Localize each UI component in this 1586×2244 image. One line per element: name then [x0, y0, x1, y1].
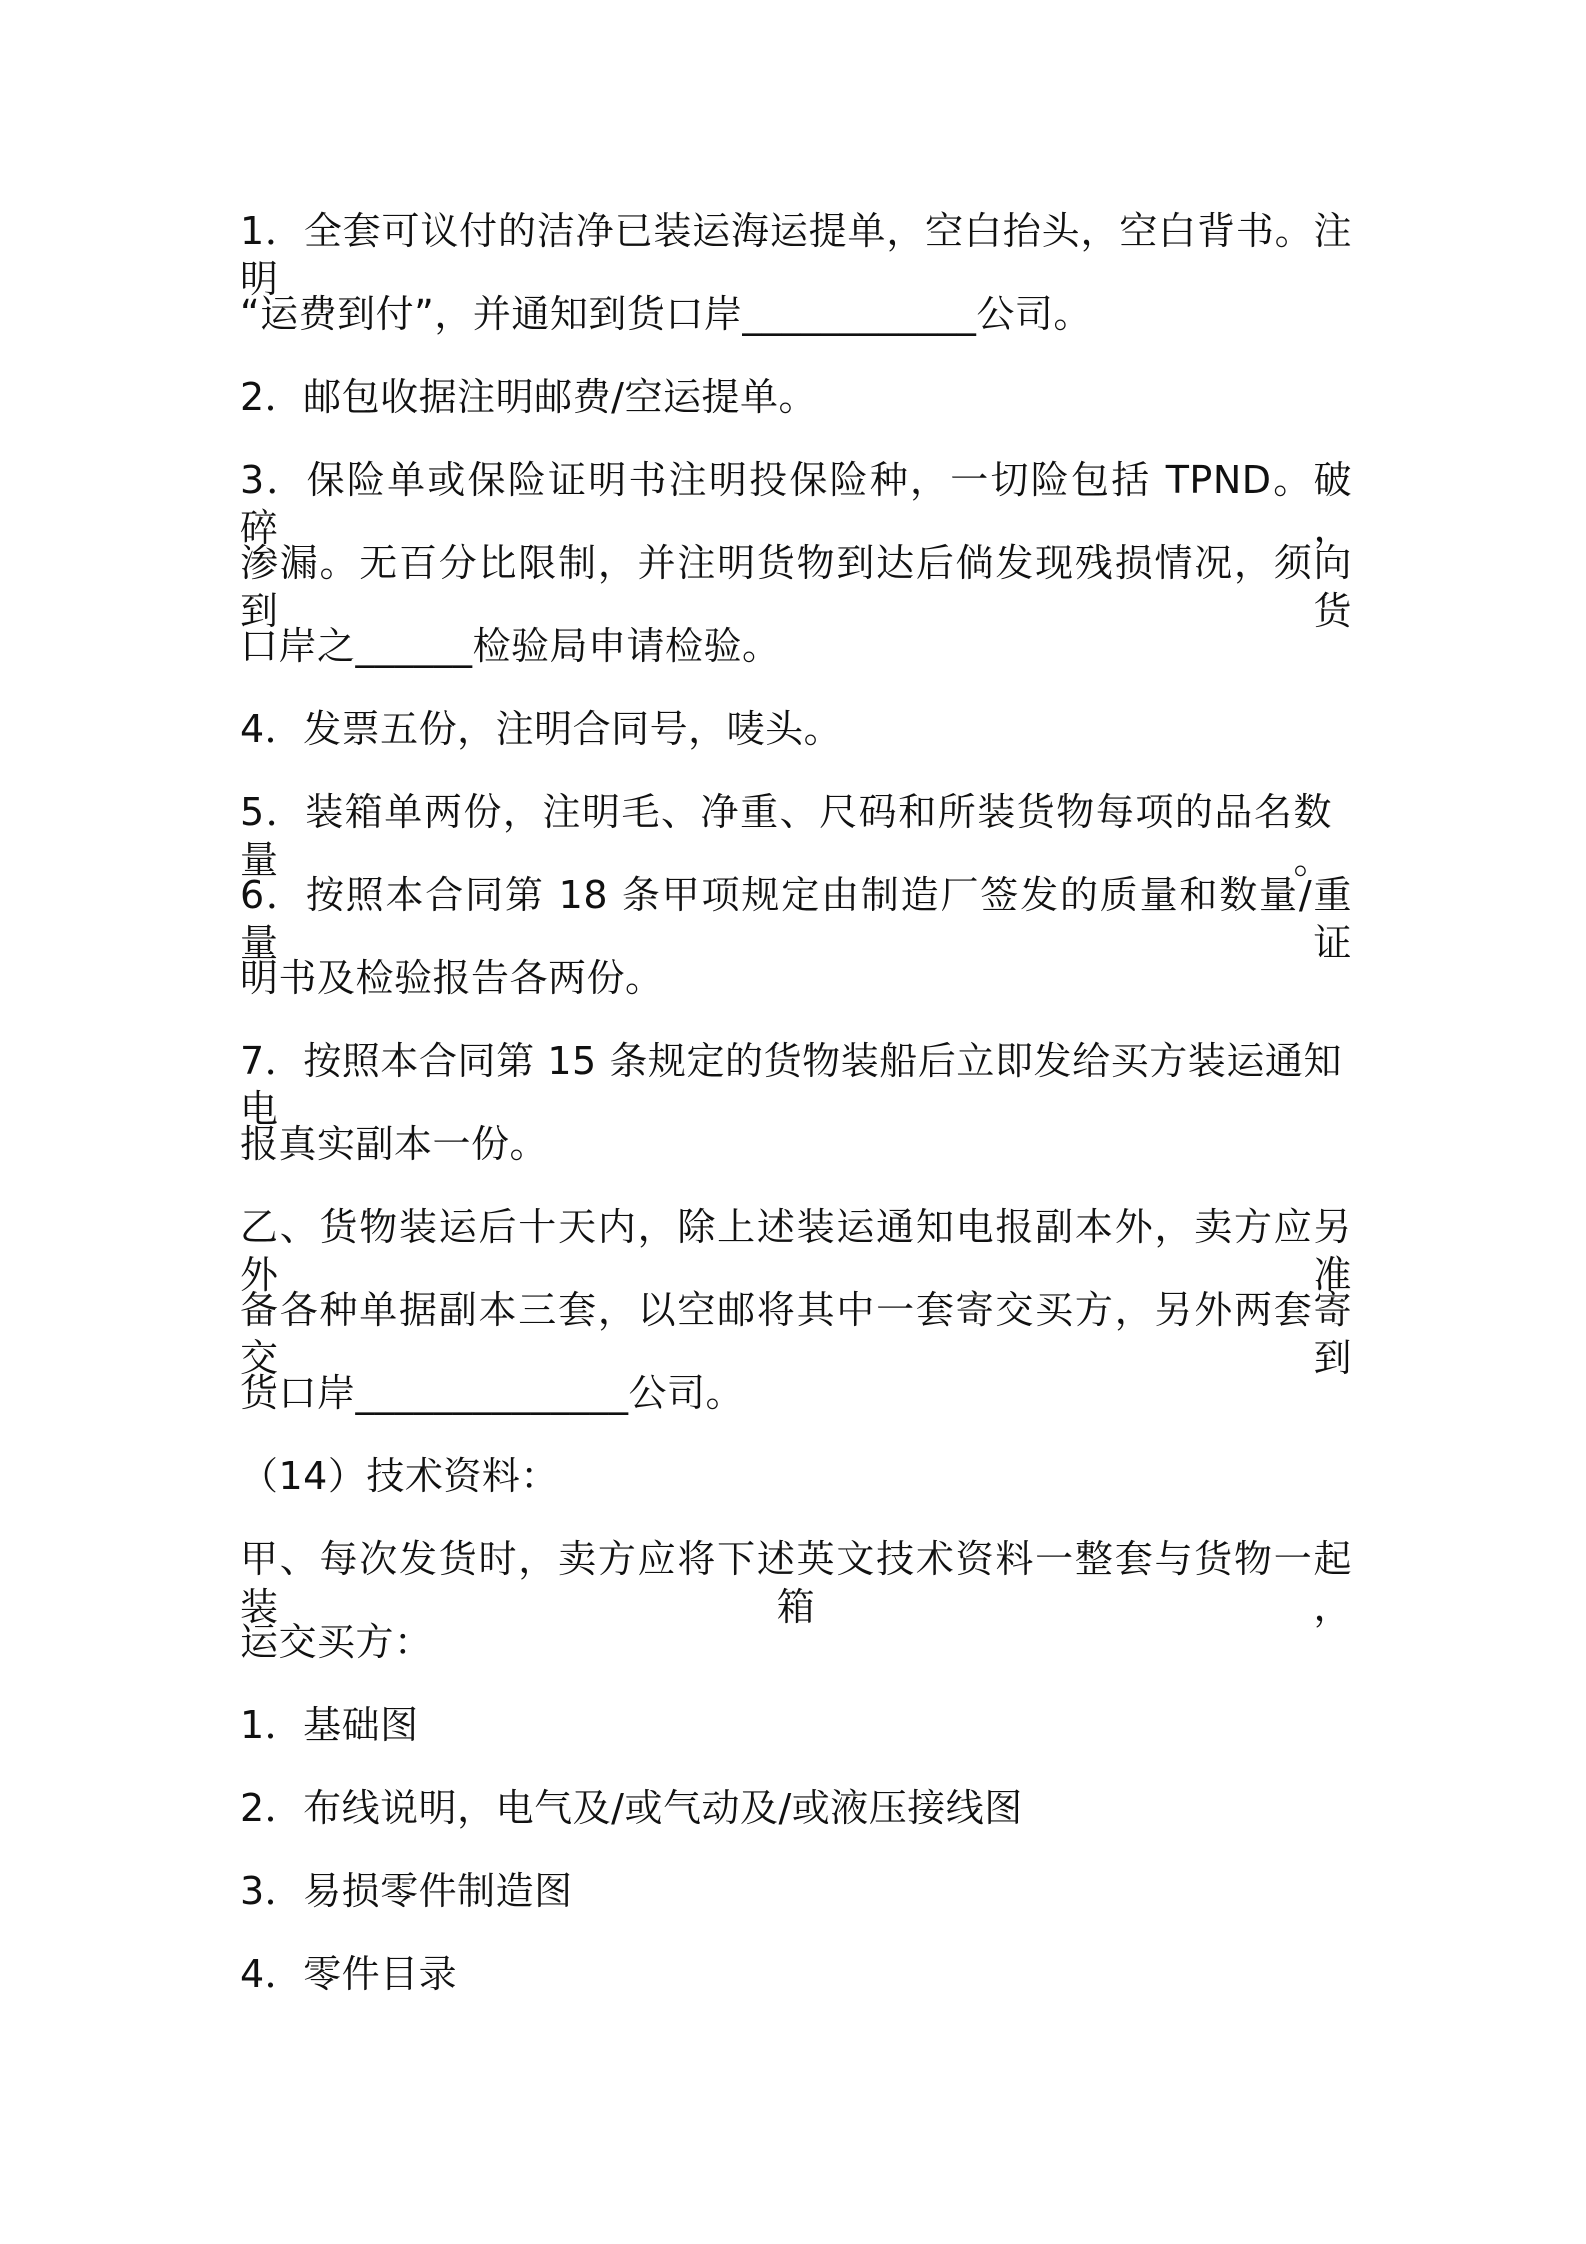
text-line: 备各种单据副本三套，以空邮将其中一套寄交买方，另外两套寄交到	[240, 1288, 1352, 1380]
text-line: 乙、货物装运后十天内，除上述装运通知电报副本外，卖方应另外准	[240, 1205, 1352, 1297]
text-line: 3．保险单或保险证明书注明投保险种，一切险包括 TPND。破碎，	[240, 458, 1352, 550]
text-line: 货口岸______________公司。	[240, 1371, 745, 1415]
text-line: 5．装箱单两份，注明毛、净重、尺码和所装货物每项的品名数量。	[240, 790, 1332, 882]
text-line: 渗漏。无百分比限制，并注明货物到达后倘发现残损情况，须向到货	[240, 541, 1352, 633]
text-line: 明书及检验报告各两份。	[240, 956, 664, 1000]
text-line: 报真实副本一份。	[240, 1122, 549, 1166]
list-item: 1．基础图	[240, 1703, 419, 1747]
list-item: 3．易损零件制造图	[240, 1869, 573, 1913]
text-line: 甲、每次发货时，卖方应将下述英文技术资料一整套与货物一起装箱，	[240, 1537, 1352, 1629]
text-line: 2．邮包收据注明邮费/空运提单。	[240, 375, 817, 419]
text-line: 口岸之______检验局申请检验。	[240, 624, 781, 668]
list-item: 2．布线说明，电气及/或气动及/或液压接线图	[240, 1786, 1023, 1830]
text-line: 6．按照本合同第 18 条甲项规定由制造厂签发的质量和数量/重量证	[240, 873, 1352, 965]
text-line: 运交买方：	[240, 1620, 433, 1664]
list-item: 4．零件目录	[240, 1952, 458, 1996]
text-line: 4．发票五份，注明合同号，唛头。	[240, 707, 843, 751]
text-line: “运费到付”，并通知到货口岸____________公司。	[240, 292, 1092, 336]
section-heading: （14）技术资料：	[240, 1454, 559, 1498]
text-line: 7．按照本合同第 15 条规定的货物装船后立即发给买方装运通知电	[240, 1039, 1342, 1131]
text-line: 1．全套可议付的洁净已装运海运提单，空白抬头，空白背书。注明	[240, 209, 1352, 301]
